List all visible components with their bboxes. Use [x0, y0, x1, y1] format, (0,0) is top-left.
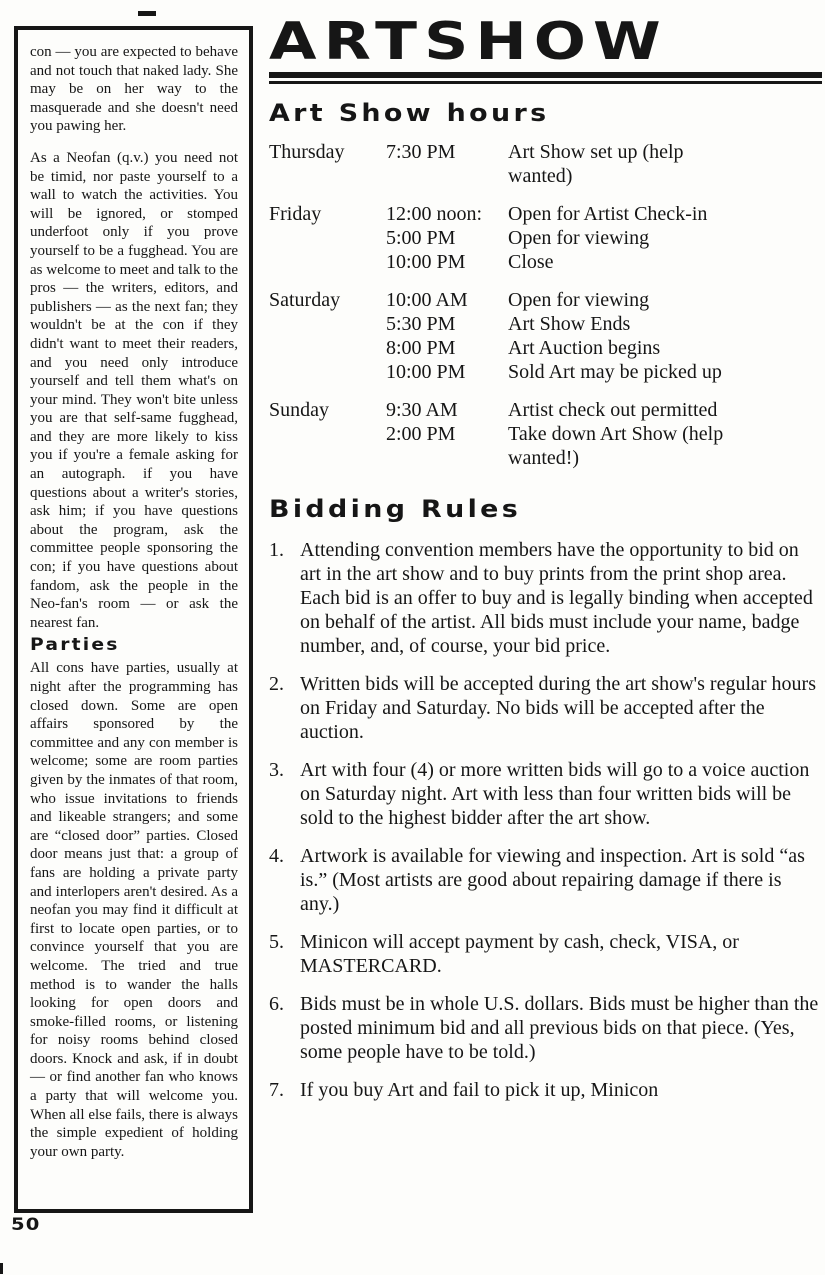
bidding-rule — [269, 758, 822, 830]
schedule-time: 5:00 PM — [386, 227, 456, 249]
rule-text: Art with four (4) or more written bids will go to a voice auction on Saturday night. Art with less than four written bids will be sold to the highest bidder after the art show. — [300, 759, 810, 829]
schedule-event: Art Show set up (help wanted) — [508, 141, 684, 187]
schedule-entry — [386, 360, 822, 384]
rule-text: Minicon will accept payment by cash, check, VISA, or MASTERCARD. — [300, 931, 739, 977]
scan-artifact-bottom-left — [0, 1263, 3, 1274]
schedule-time: 5:30 PM — [386, 313, 456, 335]
schedule-day-row — [269, 398, 822, 470]
parties-paragraph: All cons have parties, usually at night after the programming has closed down. Some are open affairs sponsored by the committee and any con member is welcome; some are room parties given by the inmates of that room, who issue invitations to friends and likeable strangers; and some are “closed door” parties. Closed door means just that: a group of fans are holding a private party and interlopers aren't desired. As a neofan you may find it difficult at first to locate open parties, or to convince yourself that you are welcome. The tried and true method is to wander the halls looking for open doors and smoke-filled rooms, or listening for noisy rooms behind closed doors. Knock and ask, if in doubt — or find another fan who knows a party that will welcome you. When all else fails, there is always the simple expedient of holding your own party. — [30, 660, 238, 1160]
bidding-rule — [269, 844, 822, 916]
sidebar-text — [30, 43, 238, 632]
schedule-entry — [386, 312, 822, 336]
parties-heading: Parties — [30, 635, 120, 656]
schedule-entries — [386, 202, 822, 274]
page-title: ARTSHOW — [269, 12, 668, 72]
schedule-entries — [386, 140, 822, 188]
schedule-time: 9:30 AM — [386, 399, 458, 421]
bidding-heading: Bidding Rules — [269, 495, 522, 523]
rule-text: Attending convention members have the opportunity to bid on art in the art show and to buy prints from the print shop area. Each bid is an offer to buy and is legally binding when accepted on behalf of the artist. All bids must include your name, badge number, and, of course, your bid price. — [300, 539, 813, 657]
schedule-day: Saturday — [269, 289, 341, 311]
schedule-entry — [386, 202, 822, 226]
schedule-time: 10:00 PM — [386, 251, 466, 273]
title-underline-thick — [269, 72, 822, 78]
rule-number: 5. — [269, 931, 284, 953]
sidebar-box — [14, 26, 253, 1213]
schedule-day: Friday — [269, 203, 322, 225]
schedule-entry — [386, 336, 822, 360]
schedule-day: Sunday — [269, 399, 329, 421]
bidding-rule — [269, 1078, 822, 1102]
scan-artifact-top — [138, 11, 156, 16]
rule-number: 7. — [269, 1079, 284, 1101]
schedule-time: 7:30 PM — [386, 141, 456, 163]
schedule-time: 2:00 PM — [386, 423, 456, 445]
schedule-event: Artist check out permitted — [508, 399, 718, 421]
schedule-entry — [386, 250, 822, 274]
bidding-rule — [269, 992, 822, 1064]
schedule-day-row — [269, 288, 822, 384]
title-underline — [269, 72, 822, 84]
schedule-entries — [386, 398, 822, 470]
schedule-table — [269, 140, 822, 470]
schedule-time: 12:00 noon: — [386, 203, 483, 225]
schedule-time: 10:00 PM — [386, 361, 466, 383]
rule-text: Written bids will be accepted during the art show's regular hours on Friday and Saturday. No bids will be accepted after the auction. — [300, 673, 816, 743]
schedule-day-row — [269, 140, 822, 188]
rule-number: 4. — [269, 845, 284, 867]
rule-number: 6. — [269, 993, 284, 1015]
schedule-event: Open for Artist Check-in — [508, 203, 708, 225]
page-number: 50 — [11, 1215, 41, 1235]
schedule-entry — [386, 398, 822, 422]
main-column — [269, 14, 822, 1116]
rule-number: 2. — [269, 673, 284, 695]
title-underline-thin — [269, 81, 822, 84]
schedule-event: Art Show Ends — [508, 313, 631, 335]
schedule-time: 10:00 AM — [386, 289, 468, 311]
schedule-entry — [386, 422, 822, 470]
schedule-event: Open for viewing — [508, 227, 650, 249]
schedule-day: Thursday — [269, 141, 345, 163]
hours-heading: Art Show hours — [269, 99, 550, 127]
schedule-event: Art Auction begins — [508, 337, 661, 359]
schedule-event: Sold Art may be picked up — [508, 361, 722, 383]
schedule-entry — [386, 288, 822, 312]
bidding-rule — [269, 930, 822, 978]
schedule-entry — [386, 226, 822, 250]
schedule-day-row — [269, 202, 822, 274]
rule-number: 3. — [269, 759, 284, 781]
rule-text: Artwork is available for viewing and inspection. Art is sold “as is.” (Most artists are good about repairing damage if there is any.) — [300, 845, 805, 915]
schedule-event: Open for viewing — [508, 289, 650, 311]
schedule-time: 8:00 PM — [386, 337, 456, 359]
bidding-rule — [269, 538, 822, 658]
schedule-entries — [386, 288, 822, 384]
schedule-event: Take down Art Show (help wanted!) — [508, 423, 724, 469]
bidding-rules-list — [269, 538, 822, 1102]
bidding-rule — [269, 672, 822, 744]
sidebar-paragraph: con — you are expected to behave and not touch that naked lady. She may be on her way to the masquerade and she doesn't need you pawing her. — [30, 44, 238, 135]
rule-number: 1. — [269, 539, 284, 561]
schedule-event: Close — [508, 251, 554, 273]
schedule-entry — [386, 140, 822, 188]
sidebar-paragraph: As a Neofan (q.v.) you need not be timid, nor paste yourself to a wall to watch the activities. You will be ignored, or stomped underfoot only if you prove yourself to be a fugghead. You are as welcome to meet and talk to the pros — the writers, editors, and publishers — as the next fan; they wouldn't be at the con if they didn't want to meet their readers, and you need only introduce yourself and tell them what's on your mind. They won't bite unless you are that self-same fugghead, and they are more likely to kiss you if you're a female asking for an autograph. if you have questions about a writer's stories, ask him; if you have questions about the program, ask the committee people sponsoring the con; if you have questions about fandom, ask the people in the Neo-fan's room — or ask the nearest fan. — [30, 149, 238, 631]
rule-text: Bids must be in whole U.S. dollars. Bids must be higher than the posted minimum bid and all previous bids on that piece. (Yes, some people have to be told.) — [300, 993, 819, 1063]
rule-text: If you buy Art and fail to pick it up, Minicon — [300, 1079, 659, 1101]
